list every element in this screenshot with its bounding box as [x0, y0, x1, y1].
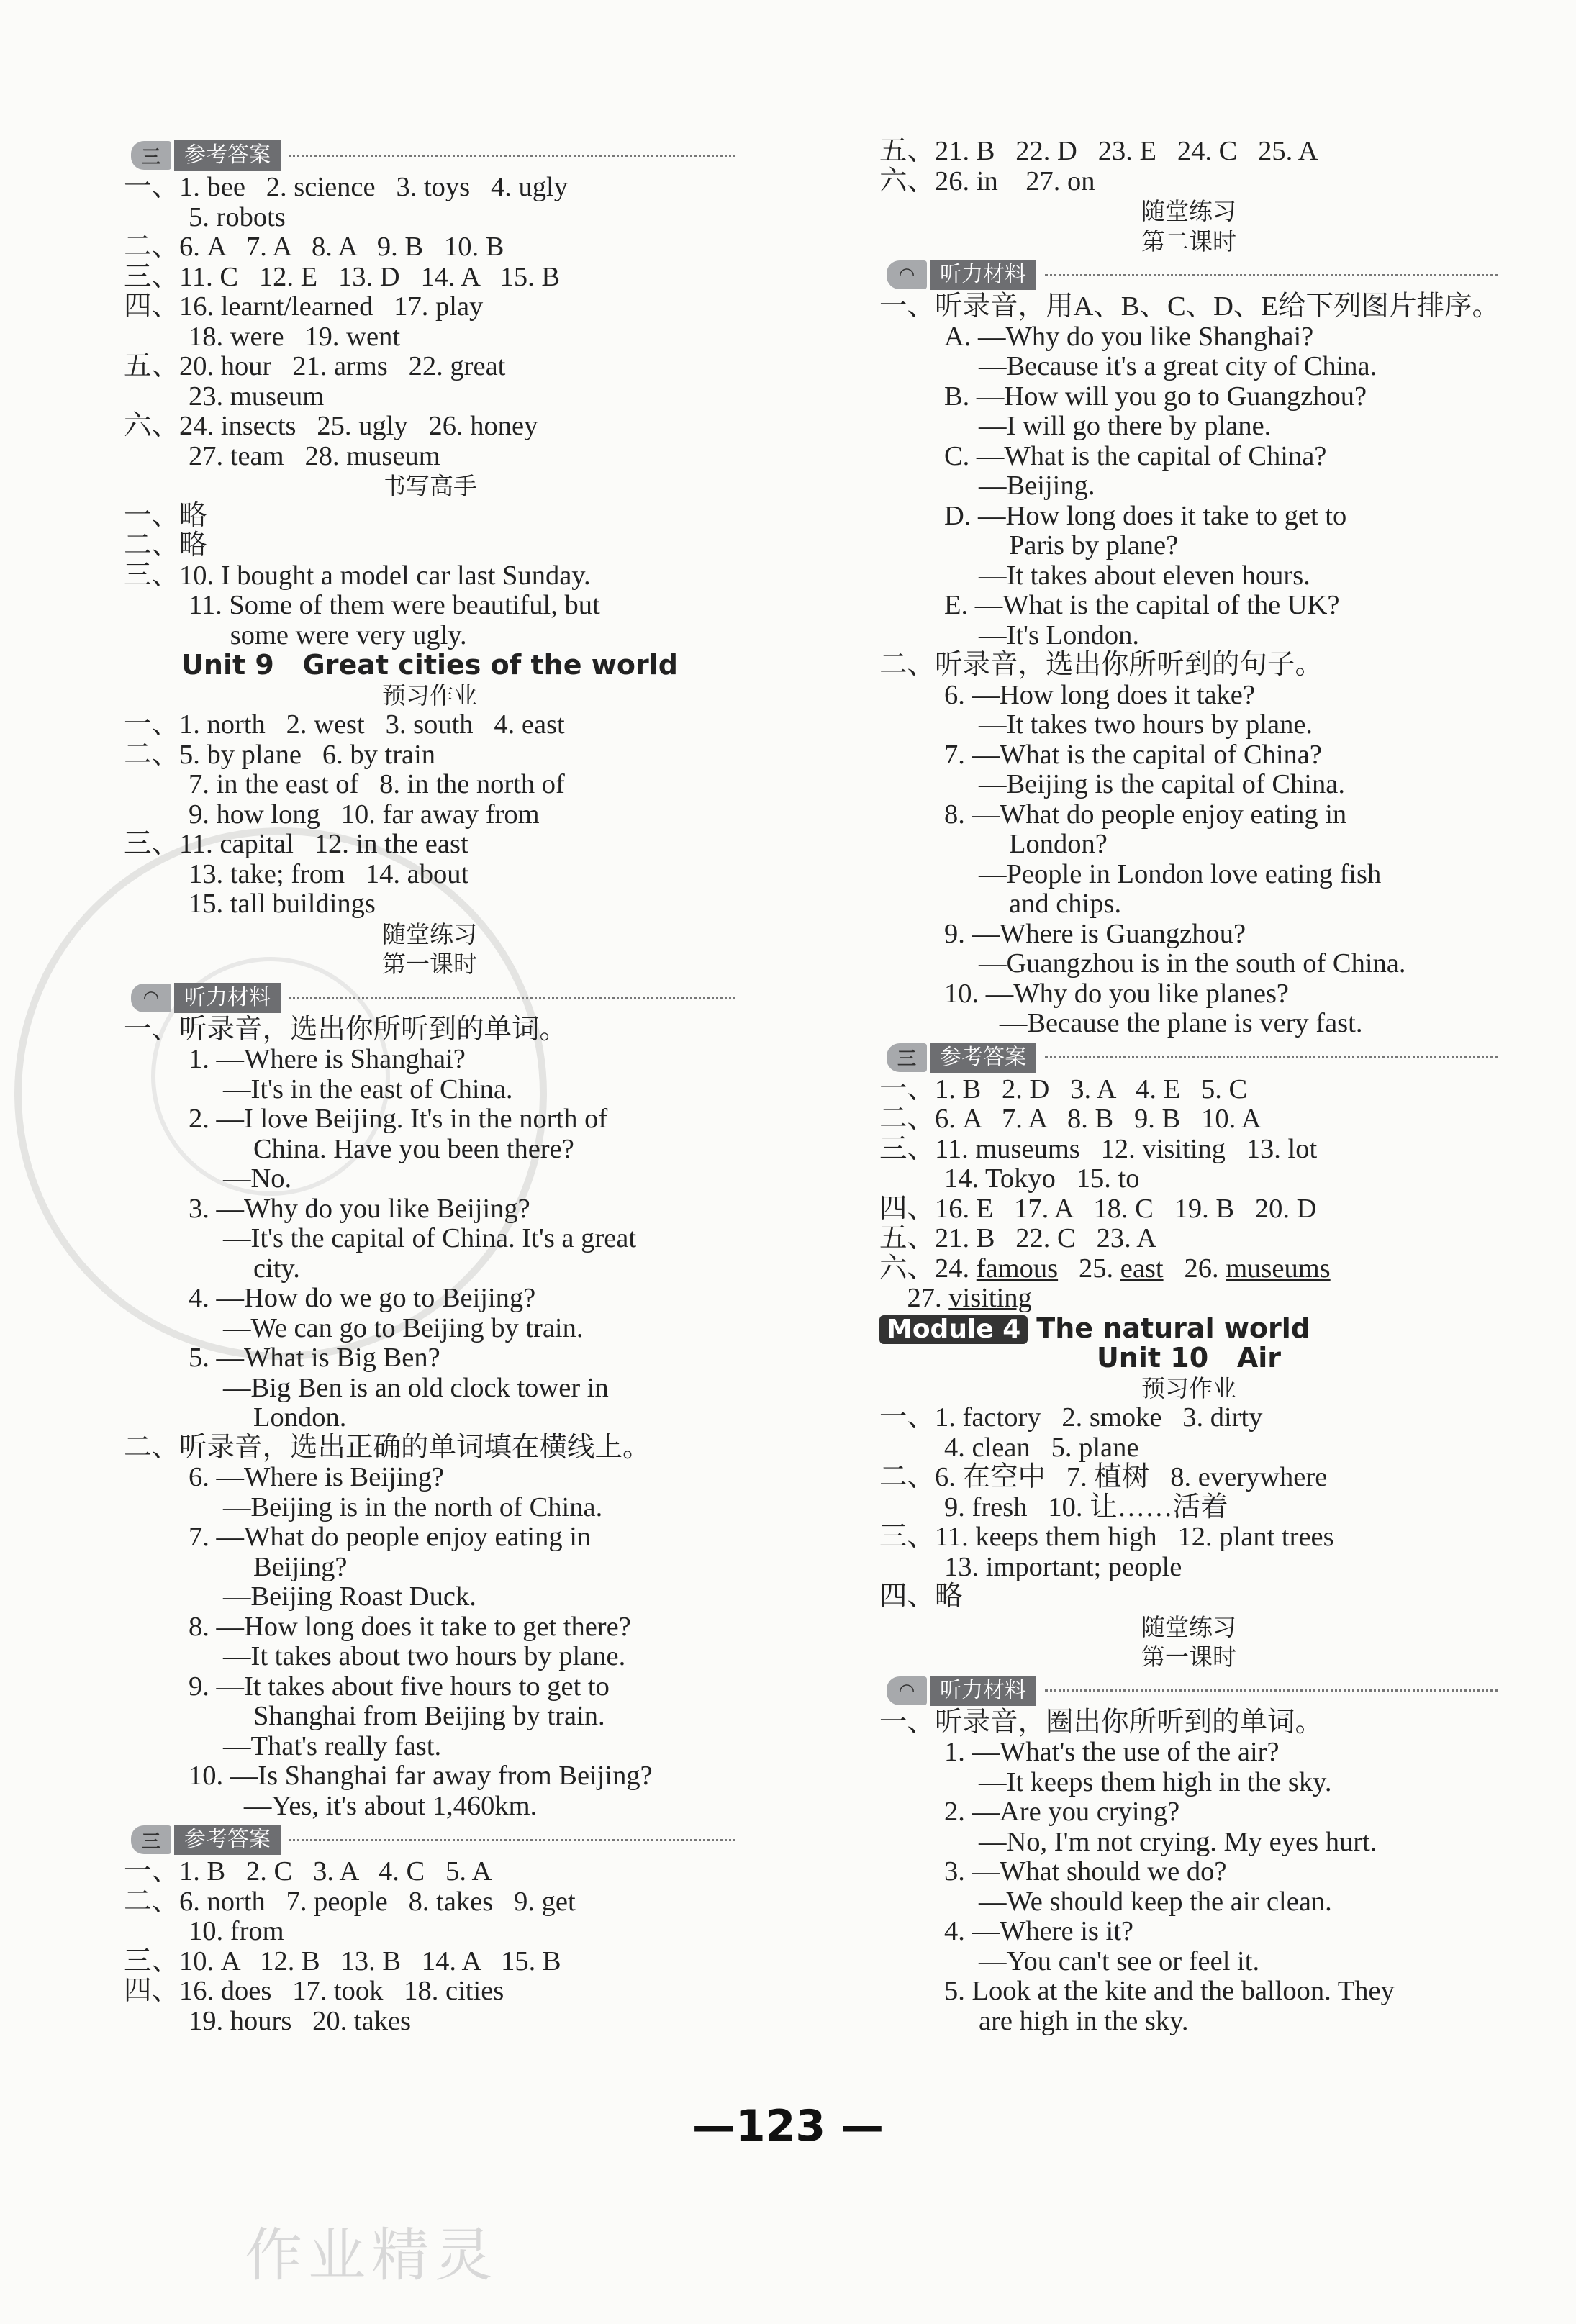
text-line: E. —What is the capital of the UK? — [944, 590, 1340, 620]
text-line: 19. hours 20. takes — [189, 2005, 412, 2036]
dotted-divider — [1045, 1056, 1498, 1058]
text-line: —Big Ben is an old clock tower in — [223, 1372, 609, 1403]
text-line: 4. clean 5. plane — [944, 1432, 1139, 1463]
text-line: —Beijing Roast Duck. — [223, 1581, 476, 1612]
text-line: —It takes two hours by plane. — [979, 709, 1313, 740]
text-line: 三、10. I bought a model car last Sunday. — [124, 560, 591, 591]
brand-watermark: 作业精灵 — [245, 2222, 498, 2289]
text-line: 18. were 19. went — [189, 321, 401, 352]
text-line: 9. how long 10. far away from — [189, 799, 540, 830]
text-line: 5. Look at the kite and the balloon. They — [944, 1976, 1395, 2006]
text-line: 10. —Why do you like planes? — [944, 978, 1290, 1009]
text-line: D. —How long does it take to get to — [944, 500, 1347, 531]
text-line: 四、略 — [879, 1581, 963, 1612]
dotted-divider — [1045, 274, 1498, 276]
answer-text: 27. — [879, 1283, 949, 1313]
text-line: —It takes about two hours by plane. — [223, 1641, 626, 1671]
text-line: 9. —Where is Guangzhou? — [944, 918, 1246, 949]
text-line: B. —How will you go to Guangzhou? — [944, 381, 1367, 412]
text-line: —It's the capital of China. It's a great — [223, 1223, 637, 1253]
text-line: 五、21. B 22. D 23. E 24. C 25. A — [879, 136, 1318, 166]
text-line: 三、11. capital 12. in the east — [124, 829, 468, 859]
text-line: 6. —How long does it take? — [944, 679, 1255, 710]
text-line: China. Have you been there? — [253, 1133, 574, 1164]
left-column — [124, 137, 735, 2036]
section-subtitle: 第一课时 — [1141, 1643, 1236, 1671]
text-line: —Beijing is in the north of China. — [223, 1492, 603, 1522]
text-line: are high in the sky. — [979, 2005, 1189, 2036]
text-line: 8. —What do people enjoy eating in — [944, 799, 1347, 830]
answer-underlined: museums — [1226, 1253, 1331, 1284]
text-line: 7. in the east of 8. in the north of — [189, 769, 565, 799]
text-line: —We should keep the air clean. — [979, 1886, 1332, 1917]
dotted-divider — [1045, 1689, 1498, 1692]
dotted-divider — [289, 155, 735, 157]
section-label: 参考答案 — [174, 1825, 281, 1855]
text-line: 一、听录音，用A、B、C、D、E给下列图片排序。 — [879, 291, 1500, 322]
section-subtitle: 随堂练习 — [1141, 197, 1236, 225]
text-line: 23. museum — [189, 381, 325, 412]
text-line: 六、26. in 27. on — [879, 165, 1095, 196]
text-line: city. — [253, 1253, 300, 1284]
text-line: —Beijing is the capital of China. — [979, 769, 1345, 799]
text-line: 一、1. factory 2. smoke 3. dirty — [879, 1402, 1263, 1433]
section-subtitle: 书写高手 — [382, 472, 477, 500]
section-header — [887, 1040, 1498, 1075]
section-label: 参考答案 — [174, 140, 281, 171]
text-line: 一、1. bee 2. science 3. toys 4. ugly — [124, 172, 568, 202]
text-line: some were very ugly. — [189, 619, 467, 650]
text-line: —It's London. — [979, 619, 1139, 650]
text-line: 二、6. 在空中 7. 植树 8. everywhere — [879, 1462, 1328, 1492]
text-line: 二、6. A 7. A 8. A 9. B 10. B — [124, 232, 504, 262]
text-line: 9. —It takes about five hours to get to — [189, 1671, 610, 1702]
text-line: —I will go there by plane. — [979, 411, 1272, 441]
text-line: 四、16. learnt/learned 17. play — [124, 291, 484, 322]
section-header — [887, 258, 1498, 292]
text-line: —You can't see or feel it. — [979, 1946, 1260, 1976]
text-line: 四、16. E 17. A 18. C 19. B 20. D — [879, 1193, 1317, 1224]
unit-title: Unit 9 Great cities of the world — [181, 649, 678, 681]
text-line: 4. —How do we go to Beijing? — [189, 1283, 536, 1313]
section-icon: 三 — [887, 1043, 927, 1072]
answer-underlined: visiting — [948, 1283, 1032, 1313]
section-header — [131, 138, 735, 173]
text-line: 二、5. by plane 6. by train — [124, 739, 436, 770]
text-line: —Yes, it's about 1,460km. — [223, 1790, 538, 1821]
text-line: 3. —What should we do? — [944, 1856, 1227, 1887]
module-badge: Module 4 — [879, 1315, 1028, 1344]
text-line: 1. —Where is Shanghai? — [189, 1044, 466, 1074]
section-subtitle: 预习作业 — [382, 681, 477, 709]
text-line: Shanghai from Beijing by train. — [253, 1701, 605, 1731]
answer-underlined: east — [1120, 1253, 1164, 1284]
text-line: London. — [253, 1402, 347, 1433]
section-subtitle: 第二课时 — [1141, 227, 1236, 255]
text-line: 三、11. C 12. E 13. D 14. A 15. B — [124, 261, 561, 292]
text-line: London? — [1009, 829, 1108, 859]
text-line: and chips. — [1009, 889, 1122, 919]
text-line: 二、6. north 7. people 8. takes 9. get — [124, 1886, 576, 1917]
text-line: A. —Why do you like Shanghai? — [944, 321, 1314, 352]
text-line: 四、16. does 17. took 18. cities — [124, 1976, 504, 2006]
text-line: 2. —Are you crying? — [944, 1797, 1180, 1827]
text-line: 三、10. A 12. B 13. B 14. A 15. B — [124, 1946, 561, 1976]
text-line: 5. —What is Big Ben? — [189, 1343, 440, 1373]
text-line: C. —What is the capital of China? — [944, 440, 1327, 471]
section-subtitle: 随堂练习 — [1141, 1612, 1236, 1641]
section-subtitle: 随堂练习 — [382, 920, 477, 948]
section-label: 听力材料 — [174, 983, 281, 1013]
text-line: 14. Tokyo 15. to — [944, 1163, 1140, 1194]
answer-line — [879, 1284, 1498, 1314]
text-line: 三、11. museums 12. visiting 13. lot — [879, 1133, 1318, 1164]
text-line: —Because the plane is very fast. — [979, 1008, 1363, 1038]
dotted-divider — [289, 1839, 735, 1841]
answer-underlined: famous — [976, 1253, 1059, 1284]
text-line: —People in London love eating fish — [979, 858, 1382, 889]
page-number: —123 — — [692, 2101, 884, 2151]
text-line: 二、听录音，选出正确的单词填在横线上。 — [124, 1432, 651, 1463]
text-line: 8. —How long does it take to get there? — [189, 1611, 631, 1642]
text-line: 10. from — [189, 1916, 284, 1946]
text-line: —We can go to Beijing by train. — [223, 1312, 584, 1343]
text-line: 15. tall buildings — [189, 889, 376, 919]
text-line: 二、6. A 7. A 8. B 9. B 10. A — [879, 1104, 1262, 1134]
text-line: —It's in the east of China. — [223, 1074, 513, 1104]
text-line: —Guangzhou is in the south of China. — [979, 948, 1406, 979]
text-line: 三、11. keeps them high 12. plant trees — [879, 1522, 1334, 1552]
right-column — [879, 137, 1498, 2036]
text-line: —No. — [223, 1163, 292, 1194]
text-line: 7. —What is the capital of China? — [944, 739, 1322, 770]
text-line: —No, I'm not crying. My eyes hurt. — [979, 1826, 1377, 1857]
section-header — [887, 1674, 1498, 1708]
text-line: 六、24. insects 25. ugly 26. honey — [124, 411, 538, 441]
unit-title: Unit 10 Air — [1096, 1342, 1282, 1374]
text-line: —It keeps them high in the sky. — [979, 1766, 1332, 1797]
answer-text: 26. — [1163, 1253, 1226, 1284]
section-icon: 三 — [131, 1825, 171, 1854]
section-icon: ◠ — [887, 1676, 927, 1705]
section-label: 参考答案 — [930, 1043, 1036, 1073]
section-label: 听力材料 — [930, 1676, 1036, 1706]
text-line: —Beijing. — [979, 471, 1095, 501]
text-line: 9. fresh 10. 让……活着 — [944, 1492, 1228, 1522]
text-line: 6. —Where is Beijing? — [189, 1462, 444, 1492]
text-line: Beijing? — [253, 1551, 348, 1582]
text-line: 13. take; from 14. about — [189, 858, 469, 889]
text-line: 二、听录音，选出你所听到的句子。 — [879, 650, 1323, 680]
text-line: —It takes about eleven hours. — [979, 560, 1310, 591]
section-icon: 三 — [131, 141, 171, 170]
section-header — [131, 1823, 735, 1857]
text-line: 二、略 — [124, 530, 207, 560]
module-title: The natural world — [1036, 1312, 1311, 1344]
text-line: 五、21. B 22. C 23. A — [879, 1223, 1157, 1253]
dotted-divider — [289, 997, 735, 999]
text-line: 7. —What do people enjoy eating in — [189, 1522, 592, 1552]
text-line: 10. —Is Shanghai far away from Beijing? — [189, 1761, 653, 1791]
text-line: 2. —I love Beijing. It's in the north of — [189, 1104, 608, 1134]
text-line: 27. team 28. museum — [189, 440, 440, 471]
text-line: 3. —Why do you like Beijing? — [189, 1193, 530, 1224]
text-line: 11. Some of them were beautiful, but — [189, 590, 600, 620]
section-icon: ◠ — [887, 260, 927, 289]
section-header — [131, 981, 735, 1015]
text-line: 13. important; people — [944, 1551, 1182, 1582]
text-line: 一、听录音，选出你所听到的单词。 — [124, 1014, 568, 1045]
text-line: 一、略 — [124, 500, 207, 531]
text-line: 5. robots — [189, 201, 286, 232]
text-line: 4. —Where is it? — [944, 1916, 1133, 1946]
section-icon: ◠ — [131, 984, 171, 1012]
text-line: 一、1. B 2. D 3. A 4. E 5. C — [879, 1074, 1248, 1104]
answer-text: 六、24. — [879, 1253, 977, 1284]
text-line: 一、听录音，圈出你所听到的单词。 — [879, 1707, 1323, 1738]
text-line: 1. —What's the use of the air? — [944, 1737, 1280, 1767]
section-subtitle: 第一课时 — [382, 950, 477, 978]
section-subtitle: 预习作业 — [1141, 1374, 1236, 1402]
text-line: 五、20. hour 21. arms 22. great — [124, 351, 506, 381]
section-label: 听力材料 — [930, 260, 1036, 290]
module-heading — [879, 1314, 1498, 1344]
text-line: 一、1. north 2. west 3. south 4. east — [124, 709, 565, 740]
text-line: —Because it's a great city of China. — [979, 351, 1377, 381]
text-line: —That's really fast. — [223, 1730, 442, 1761]
answer-line — [879, 1254, 1498, 1284]
text-line: 一、1. B 2. C 3. A 4. C 5. A — [124, 1856, 492, 1887]
answer-text: 25. — [1058, 1253, 1120, 1284]
text-line: Paris by plane? — [1009, 530, 1179, 560]
